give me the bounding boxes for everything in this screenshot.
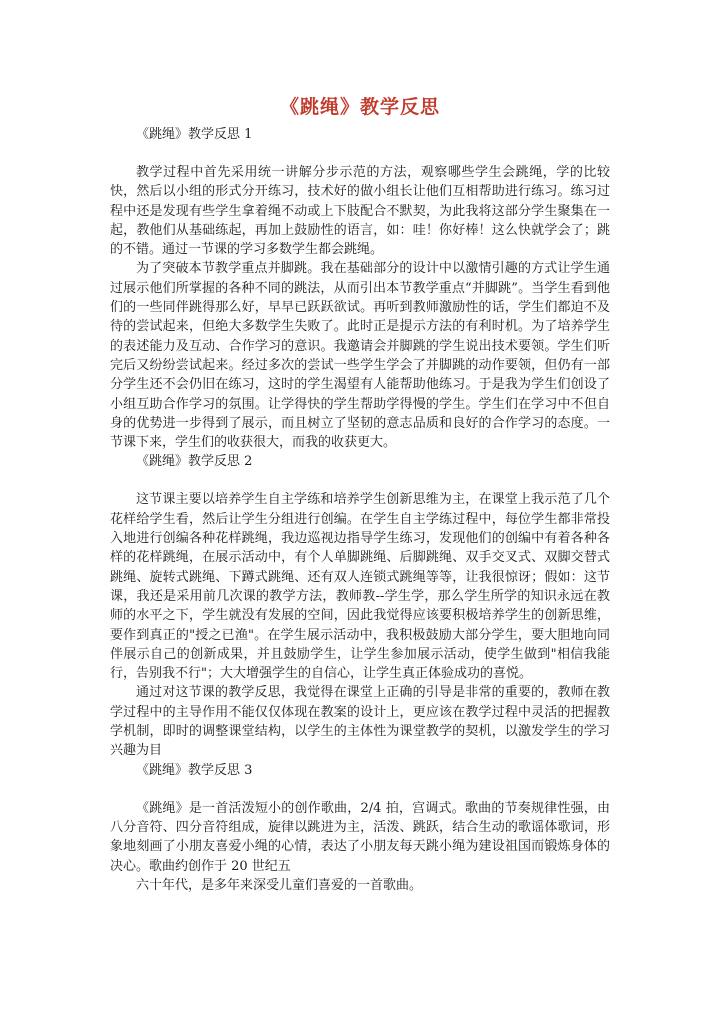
section-3 [110,761,610,895]
paragraph: 为了突破本节教学重点并脚跳。我在基础部分的设计中以激情引趣的方式让学生通过展示他们所掌握的各种不同的跳法，从而引出本节教学重点“并脚跳”。当学生看到他们的一些同伴跳得那么好，早早已跃跃欲试。再听到教师激励性的话，学生们都迫不及待的尝试起来，但绝大多数学生失败了。此时正是提示方法的有利时机。为了培养学生的表述能力及互动、合作学习的意识。我邀请会并脚跳的学生说出技术要领。学生们听完后又纷纷尝试起来。经过多次的尝试一些学生学会了并脚跳的动作要领，但仍有一部分学生还不会仍旧在练习，这时的学生渴望有人能帮助他练习。于是我为学生们创设了小组互助合作学习的氛围。让学得快的学生帮助学得慢的学生。学生们在学习中不但自身的优势进一步得到了展示，而且树立了坚韧的意志品质和良好的合作学习的态度。一节课下来，学生们的收获很大，而我的收获更大。 [110,261,610,451]
section-heading: 《跳绳》教学反思 2 [136,454,253,470]
blank-line [110,471,610,490]
section-heading: 《跳绳》教学反思 3 [136,762,253,778]
section-1 [110,125,610,452]
document-title: 《跳绳》教学反思 [279,96,440,118]
document-page [110,92,610,895]
paragraph: 通过对这节课的教学反思，我觉得在课堂上正确的引导是非常的重要的，教师在教学过程中的主导作用不能仅仅体现在教案的设计上，更应该在教学过程中灵活的把握教学机制，即时的调整课堂结构，以学生的主体性为课堂教学的契机，以激发学生的学习兴趣为目 [110,685,610,759]
section-heading: 《跳绳》教学反思 1 [136,127,253,142]
paragraph: 教学过程中首先采用统一讲解分步示范的方法，观察哪些学生会跳绳，学的比较快，然后以小组的形式分开练习，技术好的做小组长让他们互相帮助进行练习。练习过程中还是发现有些学生拿着绳不动或上下肢配合不默契，为此我将这部分学生聚集在一起，教他们从基础练起，再加上鼓励性的语言，如：哇！你好棒！这么快就学会了；跳的不错。通过一节课的学习多数学生都会跳绳。 [110,165,610,258]
section-2 [110,452,610,760]
blank-line [110,144,610,163]
blank-line [110,780,610,799]
paragraph: 《跳绳》是一首活泼短小的创作歌曲，2/4 拍，宫调式。歌曲的节奏规律性强，由八分音符、四分音符组成，旋律以跳进为主，活泼、跳跃，结合生动的歌谣体歌词，形象地刻画了小朋友喜爱小绳的心情，表达了小朋友每天跳小绳为建设祖国而锻炼身体的决心。歌曲约创作于 20 世纪五 [110,800,610,874]
paragraph: 这节课主要以培养学生自主学练和培养学生创新思维为主，在课堂上我示范了几个花样给学生看，然后让学生分组进行创编。在学生自主学练过程中，每位学生都非常投入地进行创编各种花样跳绳，我边巡视边指导学生练习，发现他们的创编中有着各种各样的花样跳绳，在展示活动中，有个人单脚跳绳、后脚跳绳、双手交叉式、双脚交替式跳绳、旋转式跳绳、下蹲式跳绳、还有双人连锁式跳绳等等，让我很惊讶；假如：这节课，我还是采用前几次课的教学方法，教师教--学生学，那么学生所学的知识永远在教师的水平之下，学生就没有发展的空间，因此我觉得应该要积极培养学生的创新思维，要作到真正的"授之已渔"。在学生展示活动中，我积极鼓励大部分学生，要大胆地向同伴展示自己的创新成果，并且鼓励学生，让学生参加展示活动，使学生做到"相信我能行，告别我不行"；大大增强学生的自信心，让学生真正体验成功的喜悦。 [110,492,610,682]
paragraph: 六十年代，是多年来深受儿童们喜爱的一首歌曲。 [136,877,423,893]
